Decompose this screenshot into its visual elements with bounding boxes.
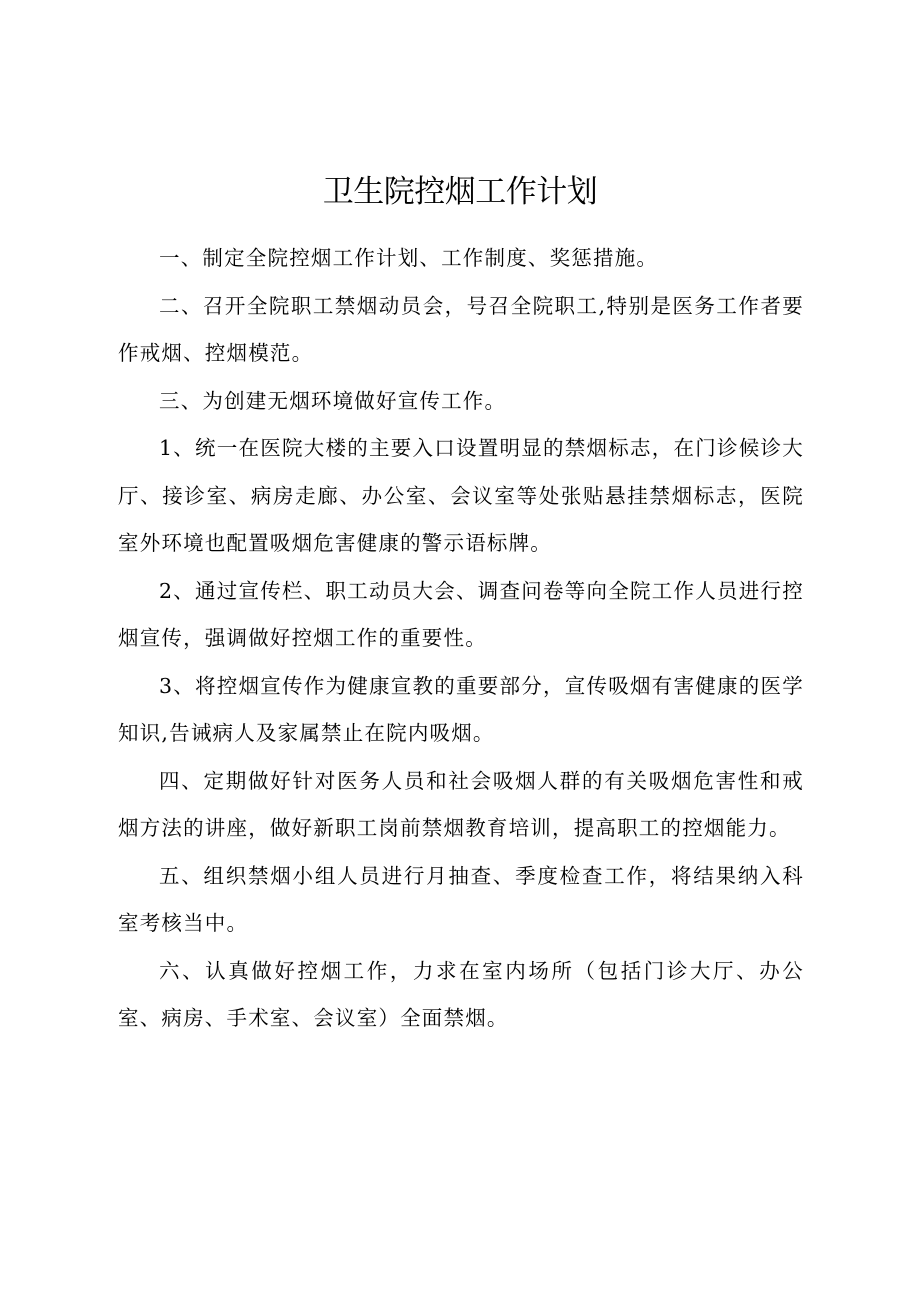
paragraph-1: 一、制定全院控烟工作计划、工作制度、奖惩措施。 [159,246,659,270]
paragraph-4: 1、统一在医院大楼的主要入口设置明显的禁烟标志，在门诊候诊大厅、接诊室、病房走廊、办公室、会议室等处张贴悬挂禁烟标志，医院室外环境也配置吸烟危害健康的警示语标牌。 [118,436,804,555]
paragraph-9: 六、认真做好控烟工作，力求在室内场所（包括门诊大厅、办公室、病房、手术室、会议室）全面禁烟。 [118,958,804,1030]
paragraph-8: 五、组织禁烟小组人员进行月抽查、季度检查工作，将结果纳入科室考核当中。 [118,863,804,935]
paragraph-6: 3、将控烟宣传作为健康宣教的重要部分，宣传吸烟有害健康的医学知识,告诫病人及家属禁止在院内吸烟。 [118,673,804,745]
document-title: 卫生院控烟工作计划 [322,174,598,210]
paragraph-5: 2、通过宣传栏、职工动员大会、调查问卷等向全院工作人员进行控烟宣传，强调做好控烟工作的重要性。 [118,578,804,650]
paragraph-7: 四、定期做好针对医务人员和社会吸烟人群的有关吸烟危害性和戒烟方法的讲座，做好新职工岗前禁烟教育培训，提高职工的控烟能力。 [118,768,804,840]
paragraph-3: 三、为创建无烟环境做好宣传工作。 [159,388,507,413]
paragraph-2: 二、召开全院职工禁烟动员会，号召全院职工,特别是医务工作者要作戒烟、控烟模范。 [118,293,804,365]
document-body [118,235,804,1043]
